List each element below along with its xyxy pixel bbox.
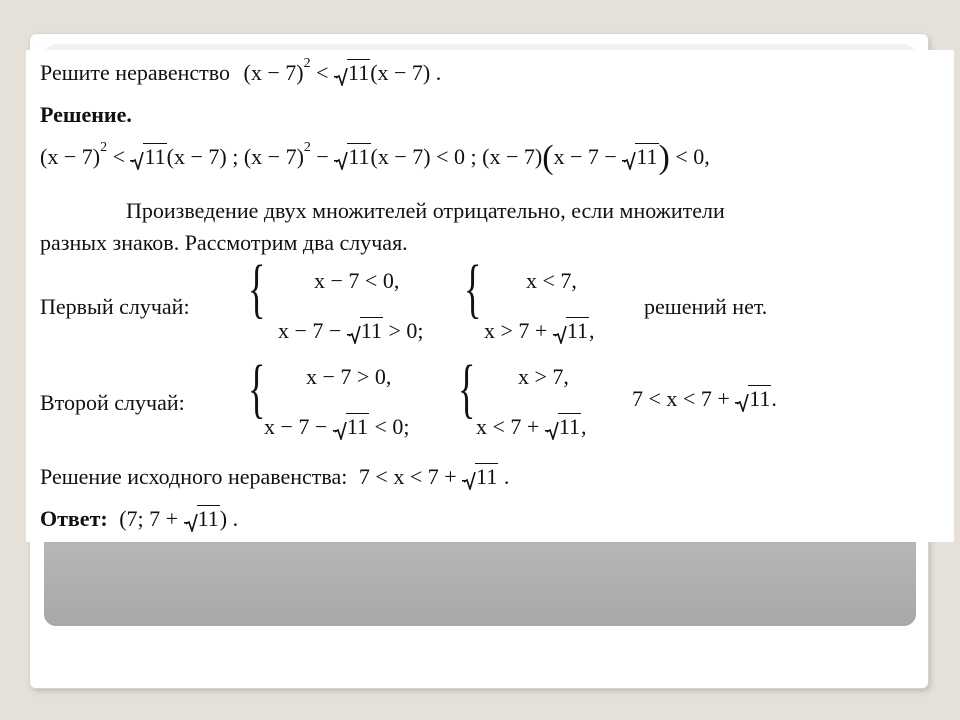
case2-sysA-bot-a: x − 7 − [264, 414, 333, 439]
sqrt-symbol [735, 386, 771, 412]
explanation-line-2: разных знаков. Рассмотрим два случая. [40, 230, 408, 255]
step-r1: < [107, 144, 131, 169]
answer-label: Ответ: [40, 506, 108, 531]
case1-sysB-bot-a: x > 7 + [484, 318, 553, 343]
problem-exponent: 2 [303, 56, 311, 71]
final-expression [359, 464, 509, 489]
final-expr-b: . [498, 464, 510, 489]
step-sep2: ; [465, 144, 483, 169]
step-p6a: x − 7 − [553, 144, 623, 169]
case2-label: Второй случай: [40, 390, 185, 415]
step-line [40, 139, 710, 176]
step-p2: (x − 7) [166, 144, 227, 169]
case2-result [632, 386, 777, 412]
answer-expr-a: (7; 7 + [119, 506, 184, 531]
case1-brace-a: { [248, 252, 266, 325]
case1-sysA-bot-a: x − 7 − [278, 318, 347, 343]
problem-relation: < [316, 60, 329, 85]
sqrt-symbol [545, 414, 581, 440]
sqrt-symbol [334, 144, 370, 170]
case1-result: решений нет. [644, 294, 768, 319]
problem-expression [243, 56, 442, 85]
case1-label: Первый случай: [40, 294, 190, 319]
case2-brace-b: { [458, 352, 476, 425]
big-paren-close: ) [658, 139, 670, 176]
step-e2: 2 [303, 140, 311, 155]
problem-end: . [435, 60, 442, 85]
sqrt-symbol [184, 506, 220, 532]
sqrt-symbol [553, 318, 589, 344]
case1-sysA-top: x − 7 < 0, [314, 268, 400, 293]
step-rad2: 11 [348, 144, 370, 169]
step-p6b: < 0, [669, 144, 710, 169]
case1-sysB-bottom [484, 318, 595, 344]
big-paren-open: ( [542, 139, 554, 176]
case2-sysA-top: x − 7 > 0, [306, 364, 392, 389]
solution-heading-text: Решение. [40, 102, 132, 127]
case1-sysA-bot-rad: 11 [360, 318, 383, 343]
step-rad3: 11 [636, 144, 658, 169]
final-expr-rad: 11 [476, 464, 498, 489]
case2-sysA-bottom [264, 414, 410, 440]
case1-sysA-bottom [278, 318, 424, 344]
problem-radicand: 11 [348, 60, 370, 85]
case1-sysB-bot-b: , [589, 318, 595, 343]
sqrt-symbol [333, 414, 369, 440]
case1-sysB-bot-rad: 11 [566, 318, 589, 343]
case2-sysB-bottom [476, 414, 587, 440]
solution-heading [40, 102, 132, 128]
problem-rhs: (x − 7) [370, 60, 431, 85]
problem-label: Решите неравенство [40, 60, 231, 85]
answer-expr-rad: 11 [197, 506, 219, 531]
step-p4: (x − 7) < 0 [370, 144, 465, 169]
sqrt-symbol [622, 144, 658, 170]
case2-result-a: 7 < x < 7 + [632, 386, 736, 411]
step-p5: (x − 7) [482, 144, 543, 169]
step-e1: 2 [100, 140, 108, 155]
case2-sysB-bot-b: , [581, 414, 587, 439]
case2-sysA-bot-rad: 11 [346, 414, 369, 439]
case2-brace-a: { [248, 352, 266, 425]
problem-lhs: (x − 7) [243, 60, 304, 85]
case2-sysB-top: x > 7, [518, 364, 569, 389]
step-sep1: ; [226, 144, 244, 169]
sqrt-symbol [130, 144, 166, 170]
case2-sysB-bot-a: x < 7 + [476, 414, 545, 439]
final-expr-a: 7 < x < 7 + [358, 464, 463, 489]
answer-expr-b: ) . [219, 506, 239, 531]
explanation-line-1: Произведение двух множителей отрицательно, если множители [126, 198, 725, 223]
sqrt-symbol [462, 464, 498, 490]
case2-sysA-bot-b: < 0; [369, 414, 410, 439]
answer-line [40, 506, 238, 532]
case2-result-b: . [771, 386, 777, 411]
case1-brace-b: { [464, 252, 482, 325]
step-p3: (x − 7) [243, 144, 304, 169]
step-p1: (x − 7) [40, 144, 101, 169]
case2-sysB-bot-rad: 11 [558, 414, 581, 439]
solution-card [26, 50, 954, 542]
sqrt-symbol [334, 60, 370, 86]
answer-expression [119, 506, 238, 531]
step-rad1: 11 [144, 144, 166, 169]
case1-sysB-top: x < 7, [526, 268, 577, 293]
final-label: Решение исходного неравенства: [40, 464, 348, 489]
case2-result-rad: 11 [749, 386, 771, 411]
final-line [40, 464, 509, 490]
step-r2: − [310, 144, 335, 169]
problem-line [40, 56, 442, 86]
case1-sysA-bot-b: > 0; [383, 318, 424, 343]
sqrt-symbol [347, 318, 383, 344]
